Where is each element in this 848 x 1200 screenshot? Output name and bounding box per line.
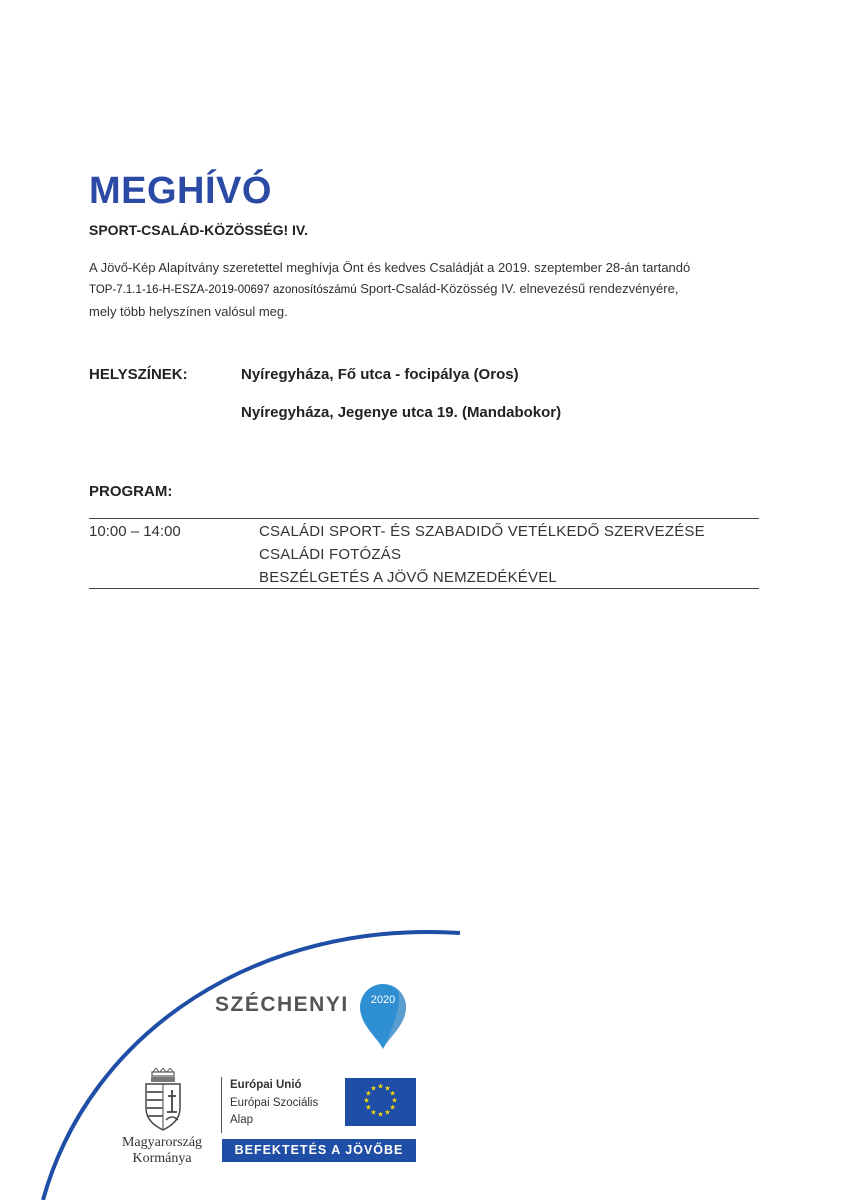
svg-text:★: ★: [365, 1103, 372, 1112]
eu-divider: [221, 1077, 222, 1133]
svg-text:★: ★: [384, 1108, 391, 1117]
szechenyi-logo-text: SZÉCHENYI: [215, 993, 349, 1016]
intro-line-3: mely több helyszínen valósul meg.: [89, 304, 288, 319]
government-name: [110, 1135, 214, 1167]
eu-fund-line-2: Alap: [230, 1114, 254, 1126]
program-item: BESZÉLGETÉS A JÖVŐ NEMZEDÉKÉVEL: [259, 569, 557, 586]
project-code: TOP-7.1.1-16-H-ESZA-2019-00697 azonosítószámú: [89, 284, 357, 296]
event-subtitle: SPORT-CSALÁD-KÖZÖSSÉG! IV.: [89, 222, 308, 238]
map-pin-icon: [352, 979, 414, 1051]
svg-text:★: ★: [377, 1082, 384, 1091]
eu-flag-icon: [345, 1078, 416, 1126]
svg-text:★: ★: [365, 1089, 372, 1098]
svg-text:★: ★: [370, 1108, 377, 1117]
coat-of-arms-icon: [138, 1068, 188, 1132]
location-item: Nyíregyháza, Fő utca - focipálya (Oros): [241, 366, 519, 383]
svg-text:★: ★: [389, 1103, 396, 1112]
program-time: 10:00 – 14:00: [89, 523, 181, 540]
page-title: MEGHÍVÓ: [89, 170, 272, 212]
location-item: Nyíregyháza, Jegenye utca 19. (Mandabokor): [241, 404, 562, 421]
program-item: CSALÁDI SPORT- ÉS SZABADIDŐ VETÉLKEDŐ SZERVEZÉSE: [259, 523, 705, 540]
locations-label: HELYSZÍNEK:: [89, 366, 188, 383]
program-top-divider: [89, 518, 759, 519]
program-bottom-divider: [89, 588, 759, 589]
svg-text:★: ★: [363, 1096, 370, 1105]
intro-paragraph: [89, 257, 759, 322]
intro-line-1: A Jövő-Kép Alapítvány szeretettel meghívja Önt és kedves Családját a 2019. szeptember 28-án tartandó: [89, 260, 691, 275]
program-label: PROGRAM:: [89, 483, 173, 500]
eu-name: Európai Unió: [230, 1079, 302, 1091]
program-item: CSALÁDI FOTÓZÁS: [259, 546, 402, 563]
svg-text:★: ★: [391, 1096, 398, 1105]
szechenyi-year: 2020: [370, 994, 396, 1006]
government-line-2: Kormánya: [132, 1151, 192, 1166]
invest-slogan-banner: BEFEKTETÉS A JÖVŐBE: [222, 1139, 416, 1162]
svg-text:★: ★: [370, 1084, 377, 1093]
government-line-1: Magyarország: [121, 1135, 203, 1150]
svg-text:★: ★: [377, 1110, 384, 1119]
intro-line-2: Sport-Család-Közösség IV. elnevezésű rendezvényére,: [356, 281, 679, 296]
eu-fund-line-1: Európai Szociális: [230, 1097, 319, 1109]
svg-text:★: ★: [384, 1084, 391, 1093]
svg-text:★: ★: [389, 1089, 396, 1098]
